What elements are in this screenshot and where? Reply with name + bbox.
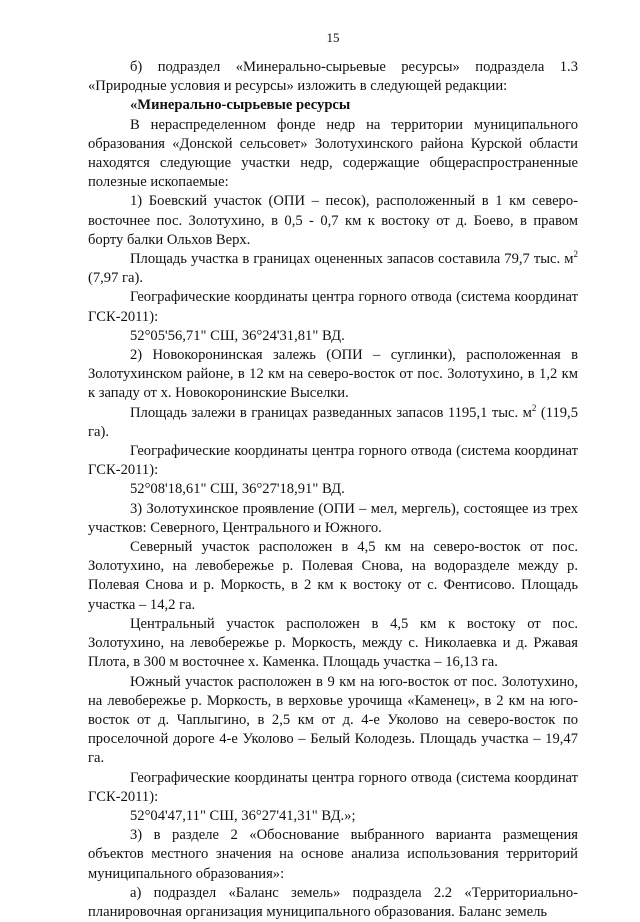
superscript: 2: [531, 402, 537, 413]
paragraph-central-site: Центральный участок расположен в 4,5 км к востоку от пос. Золотухино, на левобережье р. Моркость, между с. Николаевка и д. Ржавая Плота, в 300 м восточнее х. Каменка. Площадь участка – 16,13 га.: [88, 615, 578, 671]
area-text-tail: (7,97 га).: [88, 270, 144, 287]
paragraph-zolotukhinskoe-occurrence: 3) Золотухинское проявление (ОПИ – мел, мергель), состоящее из трех участков: Северного, Центрального и Южного.: [88, 500, 578, 536]
paragraph-boevsky-site: 1) Боевский участок (ОПИ – песок), расположенный в 1 км северо-восточнее пос. Золотухино, в 0,5 - 0,7 км к востоку от д. Боево, в правом борту балки Ольхов Верх.: [88, 193, 578, 248]
area-text: Площадь залежи в границах разведанных запасов 1195,1 тыс. м: [130, 404, 532, 421]
paragraph-novokoroninskaya-deposit: 2) Новокоронинская залежь (ОПИ – суглинки), расположенная в Золотухинском районе, в 12 км на северо-восток от пос. Золотухино, в 1,2 км к западу от х. Новокоронинские Выселки.: [88, 347, 578, 402]
area-text: Площадь участка в границах оцененных запасов составила 79,7 тыс. м: [130, 251, 574, 268]
paragraph-coordinates-label: Географические координаты центра горного отвода (система координат ГСК-2011):: [88, 769, 578, 805]
superscript: 2: [573, 249, 578, 260]
paragraph-intro: В нераспределенном фонде недр на территории муниципального образования «Донской сельсовет» Золотухинского района Курской области находятся следующие участки недр, содержащие общераспространенные полезные ископаемые:: [88, 116, 578, 191]
paragraph-coordinates-label: Географические координаты центра горного отвода (система координат ГСК-2011):: [88, 443, 578, 479]
paragraph-coordinates: 52°04'47,11" СШ, 36°27'41,31" ВД.»;: [130, 807, 356, 824]
paragraph-coordinates: 52°08'18,61" СШ, 36°27'18,91" ВД.: [130, 481, 345, 498]
document-page: [88, 30, 578, 922]
paragraph-coordinates-label: Географические координаты центра горного отвода (система координат ГСК-2011):: [88, 289, 578, 325]
paragraph-deposit-area: [88, 404, 578, 442]
section-heading-mineral-resources: «Минерально-сырьевые ресурсы: [130, 97, 351, 114]
paragraph-subsection-a: а) подраздел «Баланс земель» подраздела 2.2 «Территориально-планировочная организация муниципального образования. Баланс земель: [88, 884, 578, 920]
area-text-tail: (119,5 га).: [88, 404, 578, 440]
paragraph-northern-site: Северный участок расположен в 4,5 км на северо-восток от пос. Золотухино, на левобережье р. Полевая Снова, на водоразделе между р. Полевая Снова и р. Моркость, в 2 км к востоку от с. Фентисово. Площадь участка – 14,2 га.: [88, 539, 578, 613]
page-number: 15: [326, 30, 340, 45]
paragraph-southern-site: Южный участок расположен в 9 км на юго-восток от пос. Золотухино, на левобережье р. Моркость, в верховье урочища «Каменец», в 2 км на юго-восток от д. Чаплыгино, в 2,5 км от д. 4-е Уколово на северо-восток по проселочной дороге 4-е Уколово – Белый Колодезь. Площадь участка – 19,47 га.: [88, 673, 578, 767]
paragraph-subsection-b: б) подраздел «Минерально-сырьевые ресурсы» подраздела 1.3 «Природные условия и ресурсы» изложить в следующей редакции:: [88, 59, 578, 95]
paragraph-coordinates: 52°05'56,71" СШ, 36°24'31,81" ВД.: [130, 327, 345, 344]
paragraph-section-2: 3) в разделе 2 «Обоснование выбранного варианта размещения объектов местного значения на основе анализа использования территорий муниципального образования»:: [88, 827, 578, 882]
paragraph-boevsky-area: [88, 250, 578, 288]
